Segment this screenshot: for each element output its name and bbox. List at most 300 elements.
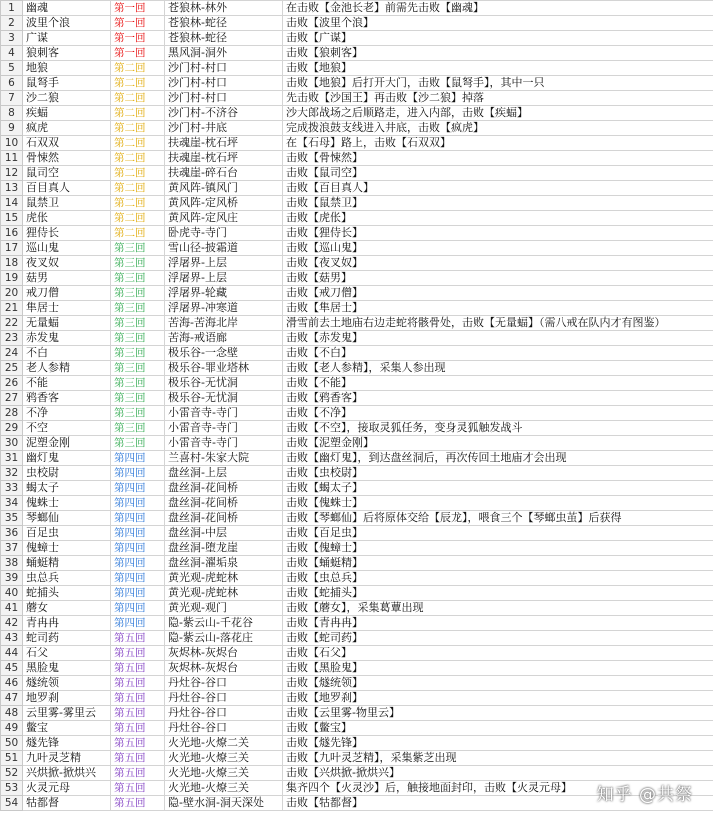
row-number-cell[interactable]: 27 <box>1 391 23 406</box>
location-cell[interactable]: 卧虎寺-寺门 <box>165 226 283 241</box>
row-number-cell[interactable]: 48 <box>1 706 23 721</box>
chapter-cell[interactable]: 第二回 <box>111 76 165 91</box>
chapter-cell[interactable]: 第四回 <box>111 541 165 556</box>
row-number-cell[interactable]: 10 <box>1 136 23 151</box>
location-cell[interactable]: 黄风阵-定风桥 <box>165 196 283 211</box>
table-row[interactable] <box>1 1 713 16</box>
location-cell[interactable]: 火光地-火燎二关 <box>165 736 283 751</box>
row-number-cell[interactable]: 53 <box>1 781 23 796</box>
chapter-cell[interactable]: 第五回 <box>111 736 165 751</box>
table-row[interactable] <box>1 511 713 526</box>
location-cell[interactable]: 盘丝洞-花间桥 <box>165 496 283 511</box>
table-row[interactable] <box>1 526 713 541</box>
name-cell[interactable]: 沙二狼 <box>23 91 111 106</box>
name-cell[interactable]: 九叶灵芝精 <box>23 751 111 766</box>
chapter-cell[interactable]: 第三回 <box>111 406 165 421</box>
note-cell[interactable]: 击败【蛇司药】 <box>283 631 713 646</box>
table-row[interactable] <box>1 106 713 121</box>
table-row[interactable] <box>1 421 713 436</box>
location-cell[interactable]: 沙门村-村口 <box>165 91 283 106</box>
name-cell[interactable]: 骨悚然 <box>23 151 111 166</box>
chapter-cell[interactable]: 第二回 <box>111 166 165 181</box>
table-row[interactable] <box>1 481 713 496</box>
row-number-cell[interactable]: 34 <box>1 496 23 511</box>
chapter-cell[interactable]: 第五回 <box>111 766 165 781</box>
location-cell[interactable]: 苍狼林-林外 <box>165 1 283 16</box>
row-number-cell[interactable]: 25 <box>1 361 23 376</box>
chapter-cell[interactable]: 第五回 <box>111 781 165 796</box>
location-cell[interactable]: 丹灶谷-谷口 <box>165 706 283 721</box>
table-row[interactable] <box>1 406 713 421</box>
table-row[interactable] <box>1 286 713 301</box>
name-cell[interactable]: 蝎太子 <box>23 481 111 496</box>
table-row[interactable] <box>1 631 713 646</box>
note-cell[interactable]: 击败【狸侍长】 <box>283 226 713 241</box>
note-cell[interactable]: 击败【隼居士】 <box>283 301 713 316</box>
table-row[interactable] <box>1 226 713 241</box>
location-cell[interactable]: 火光地-火燎三关 <box>165 781 283 796</box>
table-row[interactable] <box>1 196 713 211</box>
note-cell[interactable]: 击败【蘑女】，采集葛蕈出现 <box>283 601 713 616</box>
name-cell[interactable]: 青冉冉 <box>23 616 111 631</box>
name-cell[interactable]: 云里雾-雾里云 <box>23 706 111 721</box>
chapter-cell[interactable]: 第二回 <box>111 226 165 241</box>
location-cell[interactable]: 盘丝洞-上层 <box>165 466 283 481</box>
location-cell[interactable]: 苦海-戒语廊 <box>165 331 283 346</box>
row-number-cell[interactable]: 47 <box>1 691 23 706</box>
name-cell[interactable]: 蘑女 <box>23 601 111 616</box>
name-cell[interactable]: 广谋 <box>23 31 111 46</box>
chapter-cell[interactable]: 第三回 <box>111 391 165 406</box>
table-row[interactable] <box>1 241 713 256</box>
table-row[interactable] <box>1 316 713 331</box>
location-cell[interactable]: 丹灶谷-谷口 <box>165 721 283 736</box>
chapter-cell[interactable]: 第三回 <box>111 286 165 301</box>
table-row[interactable] <box>1 541 713 556</box>
row-number-cell[interactable]: 5 <box>1 61 23 76</box>
note-cell[interactable]: 集齐四个【火灵沙】后，触接地面封印，击败【火灵元母】 <box>283 781 713 796</box>
name-cell[interactable]: 虫校尉 <box>23 466 111 481</box>
location-cell[interactable]: 小雷音寺-寺门 <box>165 406 283 421</box>
name-cell[interactable]: 牯都督 <box>23 796 111 811</box>
location-cell[interactable]: 隐-壁水洞-洞天深处 <box>165 796 283 811</box>
location-cell[interactable]: 小雷音寺-寺门 <box>165 436 283 451</box>
location-cell[interactable]: 沙门村-井底 <box>165 121 283 136</box>
note-cell[interactable]: 击败【地狼】 <box>283 61 713 76</box>
chapter-cell[interactable]: 第二回 <box>111 136 165 151</box>
chapter-cell[interactable]: 第三回 <box>111 256 165 271</box>
chapter-cell[interactable]: 第二回 <box>111 181 165 196</box>
name-cell[interactable]: 傀蟑士 <box>23 541 111 556</box>
table-row[interactable] <box>1 751 713 766</box>
chapter-cell[interactable]: 第四回 <box>111 511 165 526</box>
table-row[interactable] <box>1 451 713 466</box>
row-number-cell[interactable]: 22 <box>1 316 23 331</box>
row-number-cell[interactable]: 18 <box>1 256 23 271</box>
row-number-cell[interactable]: 41 <box>1 601 23 616</box>
name-cell[interactable]: 菇男 <box>23 271 111 286</box>
table-row[interactable] <box>1 646 713 661</box>
location-cell[interactable]: 浮屠界-上层 <box>165 256 283 271</box>
name-cell[interactable]: 虎伥 <box>23 211 111 226</box>
table-row[interactable] <box>1 151 713 166</box>
chapter-cell[interactable]: 第三回 <box>111 436 165 451</box>
name-cell[interactable]: 疯虎 <box>23 121 111 136</box>
table-row[interactable] <box>1 61 713 76</box>
name-cell[interactable]: 蛇司药 <box>23 631 111 646</box>
chapter-cell[interactable]: 第三回 <box>111 346 165 361</box>
chapter-cell[interactable]: 第四回 <box>111 466 165 481</box>
table-row[interactable] <box>1 466 713 481</box>
row-number-cell[interactable]: 16 <box>1 226 23 241</box>
name-cell[interactable]: 琴螂仙 <box>23 511 111 526</box>
location-cell[interactable]: 极乐谷-无忧洞 <box>165 391 283 406</box>
name-cell[interactable]: 夜叉奴 <box>23 256 111 271</box>
note-cell[interactable]: 击败【幽灯鬼】，到达盘丝洞后，再次传回土地庙才会出现 <box>283 451 713 466</box>
name-cell[interactable]: 地罗刹 <box>23 691 111 706</box>
table-row[interactable] <box>1 256 713 271</box>
chapter-cell[interactable]: 第二回 <box>111 61 165 76</box>
location-cell[interactable]: 小雷音寺-寺门 <box>165 421 283 436</box>
note-cell[interactable]: 击败【不空】，接取灵狐任务，变身灵狐触发战斗 <box>283 421 713 436</box>
note-cell[interactable]: 击败【骨悚然】 <box>283 151 713 166</box>
row-number-cell[interactable]: 13 <box>1 181 23 196</box>
row-number-cell[interactable]: 29 <box>1 421 23 436</box>
location-cell[interactable]: 丹灶谷-谷口 <box>165 676 283 691</box>
note-cell[interactable]: 击败【鼠禁卫】 <box>283 196 713 211</box>
note-cell[interactable]: 击败【鳖宝】 <box>283 721 713 736</box>
name-cell[interactable]: 幽魂 <box>23 1 111 16</box>
location-cell[interactable]: 苍狼林-蛇径 <box>165 31 283 46</box>
location-cell[interactable]: 扶魂崖-枕石坪 <box>165 151 283 166</box>
name-cell[interactable]: 火灵元母 <box>23 781 111 796</box>
chapter-cell[interactable]: 第二回 <box>111 106 165 121</box>
table-row[interactable] <box>1 616 713 631</box>
table-row[interactable] <box>1 706 713 721</box>
table-row[interactable] <box>1 676 713 691</box>
table-row[interactable] <box>1 136 713 151</box>
row-number-cell[interactable]: 42 <box>1 616 23 631</box>
row-number-cell[interactable]: 39 <box>1 571 23 586</box>
location-cell[interactable]: 浮屠界-冲寒道 <box>165 301 283 316</box>
row-number-cell[interactable]: 4 <box>1 46 23 61</box>
location-cell[interactable]: 极乐谷-一念壁 <box>165 346 283 361</box>
note-cell[interactable]: 击败【狼刺客】 <box>283 46 713 61</box>
location-cell[interactable]: 黄风阵-定风庄 <box>165 211 283 226</box>
row-number-cell[interactable]: 31 <box>1 451 23 466</box>
chapter-cell[interactable]: 第二回 <box>111 196 165 211</box>
row-number-cell[interactable]: 35 <box>1 511 23 526</box>
table-row[interactable] <box>1 31 713 46</box>
row-number-cell[interactable]: 24 <box>1 346 23 361</box>
name-cell[interactable]: 疾蝠 <box>23 106 111 121</box>
name-cell[interactable]: 石父 <box>23 646 111 661</box>
location-cell[interactable]: 盘丝洞-濯垢泉 <box>165 556 283 571</box>
chapter-cell[interactable]: 第三回 <box>111 376 165 391</box>
note-cell[interactable]: 击败【菇男】 <box>283 271 713 286</box>
note-cell[interactable]: 击败【地狼】后打开大门，击败【鼠弩手】，其中一只 <box>283 76 713 91</box>
row-number-cell[interactable]: 15 <box>1 211 23 226</box>
name-cell[interactable]: 石双双 <box>23 136 111 151</box>
row-number-cell[interactable]: 11 <box>1 151 23 166</box>
chapter-cell[interactable]: 第四回 <box>111 586 165 601</box>
note-cell[interactable]: 击败【鸦香客】 <box>283 391 713 406</box>
row-number-cell[interactable]: 43 <box>1 631 23 646</box>
name-cell[interactable]: 蛇捕头 <box>23 586 111 601</box>
row-number-cell[interactable]: 21 <box>1 301 23 316</box>
location-cell[interactable]: 丹灶谷-谷口 <box>165 691 283 706</box>
name-cell[interactable]: 泥塑金刚 <box>23 436 111 451</box>
row-number-cell[interactable]: 12 <box>1 166 23 181</box>
location-cell[interactable]: 雪山径-披霜道 <box>165 241 283 256</box>
chapter-cell[interactable]: 第四回 <box>111 616 165 631</box>
location-cell[interactable]: 沙门村-村口 <box>165 61 283 76</box>
table-row[interactable] <box>1 346 713 361</box>
chapter-cell[interactable]: 第三回 <box>111 421 165 436</box>
table-row[interactable] <box>1 496 713 511</box>
name-cell[interactable]: 鳖宝 <box>23 721 111 736</box>
row-number-cell[interactable]: 1 <box>1 1 23 16</box>
name-cell[interactable]: 隼居士 <box>23 301 111 316</box>
table-row[interactable] <box>1 661 713 676</box>
note-cell[interactable]: 击败【不白】 <box>283 346 713 361</box>
chapter-cell[interactable]: 第五回 <box>111 691 165 706</box>
chapter-cell[interactable]: 第三回 <box>111 316 165 331</box>
note-cell[interactable]: 击败【波里个浪】 <box>283 16 713 31</box>
note-cell[interactable]: 击败【虫校尉】 <box>283 466 713 481</box>
row-number-cell[interactable]: 26 <box>1 376 23 391</box>
note-cell[interactable]: 击败【九叶灵芝精】，采集紫芝出现 <box>283 751 713 766</box>
chapter-cell[interactable]: 第四回 <box>111 556 165 571</box>
row-number-cell[interactable]: 7 <box>1 91 23 106</box>
note-cell[interactable]: 击败【石父】 <box>283 646 713 661</box>
chapter-cell[interactable]: 第四回 <box>111 496 165 511</box>
name-cell[interactable]: 戒刀僧 <box>23 286 111 301</box>
note-cell[interactable]: 击败【牯都督】 <box>283 796 713 811</box>
chapter-cell[interactable]: 第一回 <box>111 46 165 61</box>
location-cell[interactable]: 沙门村-村口 <box>165 76 283 91</box>
name-cell[interactable]: 蛹蜓精 <box>23 556 111 571</box>
name-cell[interactable]: 无量蝠 <box>23 316 111 331</box>
note-cell[interactable]: 击败【虫总兵】 <box>283 571 713 586</box>
row-number-cell[interactable]: 52 <box>1 766 23 781</box>
name-cell[interactable]: 百足虫 <box>23 526 111 541</box>
location-cell[interactable]: 黄光观-虎蛇林 <box>165 586 283 601</box>
chapter-cell[interactable]: 第二回 <box>111 151 165 166</box>
chapter-cell[interactable]: 第三回 <box>111 331 165 346</box>
location-cell[interactable]: 苍狼林-蛇径 <box>165 16 283 31</box>
note-cell[interactable]: 击败【地罗刹】 <box>283 691 713 706</box>
note-cell[interactable]: 击败【琴螂仙】后将原体交给【辰龙】，喂食三个【琴螂虫茧】后获得 <box>283 511 713 526</box>
name-cell[interactable]: 虫总兵 <box>23 571 111 586</box>
chapter-cell[interactable]: 第五回 <box>111 706 165 721</box>
chapter-cell[interactable]: 第二回 <box>111 211 165 226</box>
chapter-cell[interactable]: 第五回 <box>111 631 165 646</box>
table-row[interactable] <box>1 361 713 376</box>
location-cell[interactable]: 隐-紫云山-千花谷 <box>165 616 283 631</box>
chapter-cell[interactable]: 第四回 <box>111 601 165 616</box>
location-cell[interactable]: 沙门村-不济谷 <box>165 106 283 121</box>
note-cell[interactable]: 击败【百足虫】 <box>283 526 713 541</box>
note-cell[interactable]: 击败【老人参精】，采集人参出现 <box>283 361 713 376</box>
note-cell[interactable]: 击败【不能】 <box>283 376 713 391</box>
chapter-cell[interactable]: 第四回 <box>111 481 165 496</box>
chapter-cell[interactable]: 第二回 <box>111 91 165 106</box>
note-cell[interactable]: 沙大郎战场之后顺路走，进入内部，击败【疾蝠】 <box>283 106 713 121</box>
note-cell[interactable]: 击败【傀蛛士】 <box>283 496 713 511</box>
note-cell[interactable]: 击败【黑脸鬼】 <box>283 661 713 676</box>
row-number-cell[interactable]: 36 <box>1 526 23 541</box>
table-row[interactable] <box>1 571 713 586</box>
location-cell[interactable]: 灰烬林-灰烬台 <box>165 646 283 661</box>
name-cell[interactable]: 狼刺客 <box>23 46 111 61</box>
name-cell[interactable]: 赤发鬼 <box>23 331 111 346</box>
location-cell[interactable]: 盘丝洞-堕龙崖 <box>165 541 283 556</box>
row-number-cell[interactable]: 6 <box>1 76 23 91</box>
name-cell[interactable]: 老人参精 <box>23 361 111 376</box>
location-cell[interactable]: 极乐谷-罪业塔林 <box>165 361 283 376</box>
table-row[interactable] <box>1 301 713 316</box>
name-cell[interactable]: 不白 <box>23 346 111 361</box>
name-cell[interactable]: 不空 <box>23 421 111 436</box>
note-cell[interactable]: 击败【虎伥】 <box>283 211 713 226</box>
location-cell[interactable]: 灰烬林-灰烬台 <box>165 661 283 676</box>
row-number-cell[interactable]: 54 <box>1 796 23 811</box>
location-cell[interactable]: 隐-紫云山-落花庄 <box>165 631 283 646</box>
location-cell[interactable]: 火光地-火燎三关 <box>165 751 283 766</box>
location-cell[interactable]: 火光地-火燎三关 <box>165 766 283 781</box>
table-row[interactable] <box>1 46 713 61</box>
location-cell[interactable]: 黄光观-虎蛇林 <box>165 571 283 586</box>
row-number-cell[interactable]: 30 <box>1 436 23 451</box>
note-cell[interactable]: 击败【鼠司空】 <box>283 166 713 181</box>
chapter-cell[interactable]: 第三回 <box>111 241 165 256</box>
note-cell[interactable]: 滑雪前去土地庙右边走蛇将骸骨处，击败【无量蝠】（需八戒在队内才有图鉴） <box>283 316 713 331</box>
note-cell[interactable]: 击败【兴烘掀-掀烘兴】 <box>283 766 713 781</box>
row-number-cell[interactable]: 20 <box>1 286 23 301</box>
name-cell[interactable]: 不净 <box>23 406 111 421</box>
chapter-cell[interactable]: 第一回 <box>111 31 165 46</box>
name-cell[interactable]: 鸦香客 <box>23 391 111 406</box>
note-cell[interactable]: 击败【云里雾-物里云】 <box>283 706 713 721</box>
table-row[interactable] <box>1 166 713 181</box>
note-cell[interactable]: 击败【赤发鬼】 <box>283 331 713 346</box>
location-cell[interactable]: 浮屠界-轮藏 <box>165 286 283 301</box>
location-cell[interactable]: 盘丝洞-花间桥 <box>165 511 283 526</box>
table-row[interactable] <box>1 91 713 106</box>
name-cell[interactable]: 燧统领 <box>23 676 111 691</box>
chapter-cell[interactable]: 第一回 <box>111 16 165 31</box>
row-number-cell[interactable]: 37 <box>1 541 23 556</box>
row-number-cell[interactable]: 23 <box>1 331 23 346</box>
location-cell[interactable]: 苦海-苦海北岸 <box>165 316 283 331</box>
row-number-cell[interactable]: 49 <box>1 721 23 736</box>
row-number-cell[interactable]: 28 <box>1 406 23 421</box>
row-number-cell[interactable]: 14 <box>1 196 23 211</box>
row-number-cell[interactable]: 33 <box>1 481 23 496</box>
chapter-cell[interactable]: 第四回 <box>111 451 165 466</box>
note-cell[interactable]: 击败【青冉冉】 <box>283 616 713 631</box>
location-cell[interactable]: 浮屠界-上层 <box>165 271 283 286</box>
table-row[interactable] <box>1 736 713 751</box>
table-row[interactable] <box>1 391 713 406</box>
note-cell[interactable]: 先击败【沙国王】再击败【沙二狼】掉落 <box>283 91 713 106</box>
note-cell[interactable]: 击败【百目真人】 <box>283 181 713 196</box>
note-cell[interactable]: 击败【燧统领】 <box>283 676 713 691</box>
name-cell[interactable]: 鼠禁卫 <box>23 196 111 211</box>
note-cell[interactable]: 击败【泥塑金刚】 <box>283 436 713 451</box>
location-cell[interactable]: 黑风洞-洞外 <box>165 46 283 61</box>
row-number-cell[interactable]: 44 <box>1 646 23 661</box>
location-cell[interactable]: 黄风阵-镇风门 <box>165 181 283 196</box>
row-number-cell[interactable]: 2 <box>1 16 23 31</box>
row-number-cell[interactable]: 40 <box>1 586 23 601</box>
table-row[interactable] <box>1 376 713 391</box>
row-number-cell[interactable]: 45 <box>1 661 23 676</box>
table-row[interactable] <box>1 181 713 196</box>
location-cell[interactable]: 盘丝洞-花间桥 <box>165 481 283 496</box>
note-cell[interactable]: 击败【蝎太子】 <box>283 481 713 496</box>
chapter-cell[interactable]: 第三回 <box>111 301 165 316</box>
note-cell[interactable]: 在击败【金池长老】前需先击败【幽魂】 <box>283 1 713 16</box>
note-cell[interactable]: 击败【巡山鬼】 <box>283 241 713 256</box>
row-number-cell[interactable]: 51 <box>1 751 23 766</box>
row-number-cell[interactable]: 38 <box>1 556 23 571</box>
location-cell[interactable]: 极乐谷-无忧洞 <box>165 376 283 391</box>
name-cell[interactable]: 狸侍长 <box>23 226 111 241</box>
row-number-cell[interactable]: 3 <box>1 31 23 46</box>
table-row[interactable] <box>1 436 713 451</box>
location-cell[interactable]: 盘丝洞-中层 <box>165 526 283 541</box>
chapter-cell[interactable]: 第三回 <box>111 361 165 376</box>
note-cell[interactable]: 击败【蛹蜓精】 <box>283 556 713 571</box>
chapter-cell[interactable]: 第一回 <box>111 1 165 16</box>
chapter-cell[interactable]: 第五回 <box>111 796 165 811</box>
chapter-cell[interactable]: 第四回 <box>111 571 165 586</box>
table-row[interactable] <box>1 721 713 736</box>
table-row[interactable] <box>1 766 713 781</box>
note-cell[interactable]: 在【石母】路上，击败【石双双】 <box>283 136 713 151</box>
note-cell[interactable]: 击败【戒刀僧】 <box>283 286 713 301</box>
note-cell[interactable]: 击败【燧先锋】 <box>283 736 713 751</box>
chapter-cell[interactable]: 第五回 <box>111 676 165 691</box>
table-row[interactable] <box>1 16 713 31</box>
chapter-cell[interactable]: 第三回 <box>111 271 165 286</box>
name-cell[interactable]: 百目真人 <box>23 181 111 196</box>
table-row[interactable] <box>1 271 713 286</box>
row-number-cell[interactable]: 32 <box>1 466 23 481</box>
row-number-cell[interactable]: 8 <box>1 106 23 121</box>
row-number-cell[interactable]: 50 <box>1 736 23 751</box>
name-cell[interactable]: 鼠弩手 <box>23 76 111 91</box>
chapter-cell[interactable]: 第五回 <box>111 721 165 736</box>
name-cell[interactable]: 傀蛛士 <box>23 496 111 511</box>
table-row[interactable] <box>1 556 713 571</box>
table-row[interactable] <box>1 586 713 601</box>
row-number-cell[interactable]: 19 <box>1 271 23 286</box>
name-cell[interactable]: 不能 <box>23 376 111 391</box>
note-cell[interactable]: 击败【夜叉奴】 <box>283 256 713 271</box>
name-cell[interactable]: 波里个浪 <box>23 16 111 31</box>
name-cell[interactable]: 燧先锋 <box>23 736 111 751</box>
location-cell[interactable]: 兰喜村-朱家大院 <box>165 451 283 466</box>
chapter-cell[interactable]: 第二回 <box>111 121 165 136</box>
location-cell[interactable]: 黄光观-观门 <box>165 601 283 616</box>
note-cell[interactable]: 击败【广谋】 <box>283 31 713 46</box>
name-cell[interactable]: 巡山鬼 <box>23 241 111 256</box>
name-cell[interactable]: 鼠司空 <box>23 166 111 181</box>
location-cell[interactable]: 扶魂崖-枕石坪 <box>165 136 283 151</box>
